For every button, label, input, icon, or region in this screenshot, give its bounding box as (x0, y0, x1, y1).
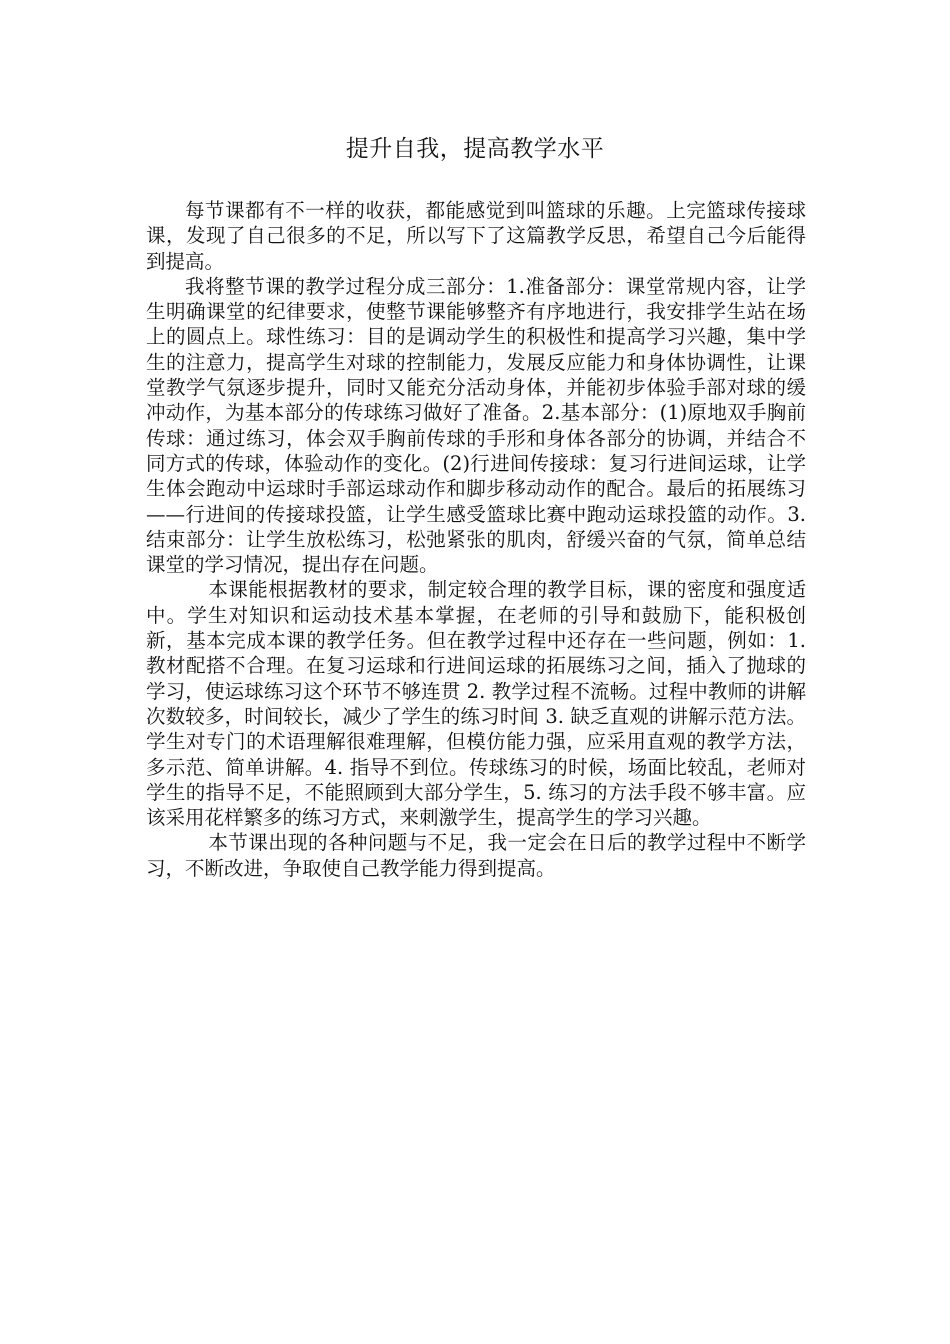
paragraph-process: 我将整节课的教学过程分成三部分：1.准备部分：课堂常规内容，让学生明确课堂的纪律要求，使整节课能够整齐有序地进行，我安排学生站在场上的圆点上。球性练习：目的是调动学生的积极性和提高学习兴趣，集中学生的注意力，提高学生对球的控制能力，发展反应能力和身体协调性，让课堂教学气氛逐步提升，同时又能充分活动身体，并能初步体验手部对球的缓冲动作，为基本部分的传球练习做好了准备。2.基本部分：(1)原地双手胸前传球：通过练习，体会双手胸前传球的手形和身体各部分的协调，并结合不同方式的传球，体验动作的变化。(2)行进间传接球：复习行进间运球，让学生体会跑动中运球时手部运球动作和脚步移动动作的配合。最后的拓展练习——行进间的传接球投篮，让学生感受篮球比赛中跑动运球投篮的动作。3.结束部分：让学生放松练习，松弛紧张的肌肉，舒缓兴奋的气氛，简单总结课堂的学习情况，提出存在问题。 (146, 274, 806, 577)
paragraph-conclusion: 本节课出现的各种问题与不足，我一定会在日后的教学过程中不断学习，不断改进，争取使自己教学能力得到提高。 (146, 831, 806, 880)
document-body (146, 198, 806, 881)
paragraph-evaluation: 本课能根据教材的要求，制定较合理的教学目标，课的密度和强度适中。学生对知识和运动技术基本掌握，在老师的引导和鼓励下，能积极创新，基本完成本课的教学任务。但在教学过程中还存在一些问题，例如：1. 教材配搭不合理。在复习运球和行进间运球的拓展练习之间，插入了抛球的学习，使运球练习这个环节不够连贯 2. 教学过程不流畅。过程中教师的讲解次数较多，时间较长，减少了学生的练习时间 3. 缺乏直观的讲解示范方法。学生对专门的术语理解很难理解，但模仿能力强，应采用直观的教学方法，多示范、简单讲解。4. 指导不到位。传球练习的时候，场面比较乱，老师对学生的指导不足，不能照顾到大部分学生，5. 练习的方法手段不够丰富。应该采用花样繁多的练习方式，来刺激学生，提高学生的学习兴趣。 (146, 578, 806, 830)
paragraph-intro: 每节课都有不一样的收获，都能感觉到叫篮球的乐趣。上完篮球传接球课，发现了自己很多的不足，所以写下了这篇教学反思，希望自己今后能得到提高。 (146, 199, 806, 273)
document-title: 提升自我，提高教学水平 (345, 136, 605, 162)
